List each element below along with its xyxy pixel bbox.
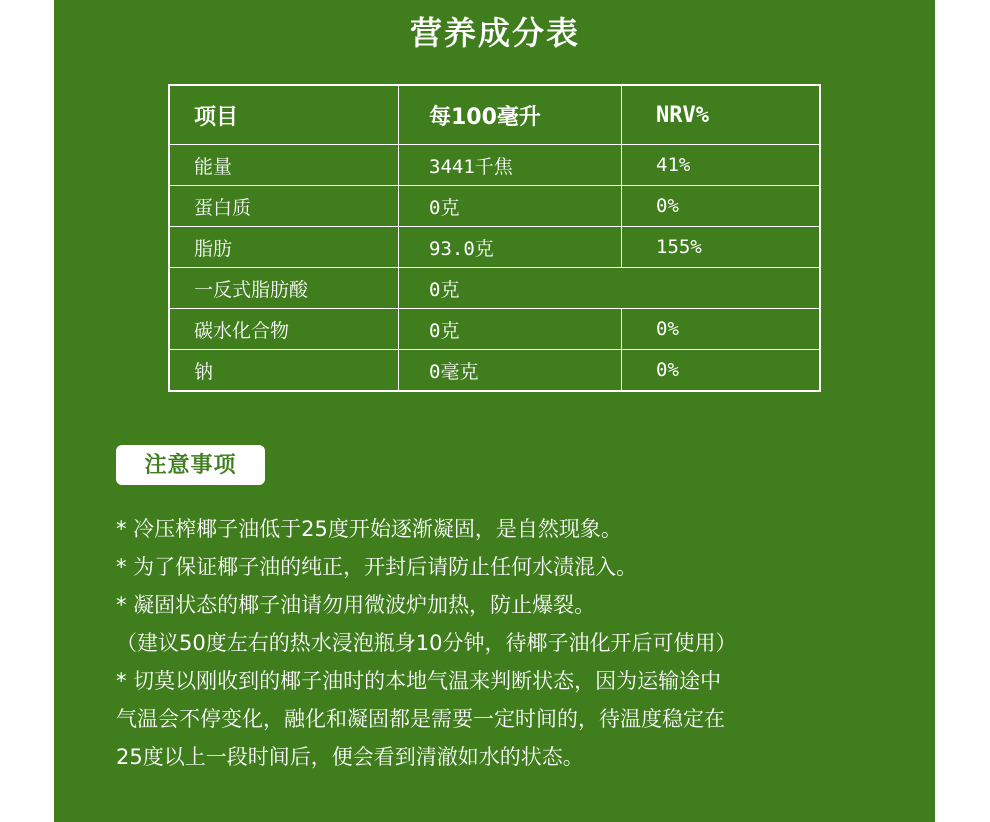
row-nrv: 0% [622,186,821,227]
page-title: 营养成分表 [409,14,580,52]
notice-line: 气温会不停变化，融化和凝固都是需要一定时间的，待温度稳定在 [116,707,725,731]
notice-line: * 切莫以刚收到的椰子油时的本地气温来判断状态，因为运输途中 [116,669,722,693]
notice-line: * 凝固状态的椰子油请勿用微波炉加热，防止爆裂。 [116,593,596,617]
notice-line: * 冷压榨椰子油低于25度开始逐渐凝固，是自然现象。 [116,517,622,541]
row-nrv: 0% [622,309,821,350]
row-nrv: 0% [622,350,821,392]
row-nrv: 155% [622,227,821,268]
table-header-row [169,85,820,145]
row-item: 能量 [169,145,399,186]
notice-line: * 为了保证椰子油的纯正，开封后请防止任何水渍混入。 [116,555,638,579]
nutrition-table [168,84,821,392]
notice-badge: 注意事项 [116,445,265,485]
row-item: 脂肪 [169,227,399,268]
table-row [169,145,820,186]
row-amount: 0克 [399,186,622,227]
header-item: 项目 [169,85,399,145]
row-amount: 0克 [399,268,821,309]
notice-line: 25度以上一段时间后，便会看到清澈如水的状态。 [116,745,584,769]
table-row [169,309,820,350]
row-amount: 93.0克 [399,227,622,268]
row-nrv: 41% [622,145,821,186]
header-nrv: NRV% [622,85,821,145]
header-amount: 每100毫升 [399,85,622,145]
notice-list [116,510,876,776]
table-row [169,350,820,392]
table-row [169,186,820,227]
row-amount: 3441千焦 [399,145,622,186]
notice-line: （建议50度左右的热水浸泡瓶身10分钟，待椰子油化开后可使用） [116,631,737,655]
table-row [169,227,820,268]
row-item: 蛋白质 [169,186,399,227]
row-amount: 0毫克 [399,350,622,392]
row-amount: 0克 [399,309,622,350]
table-row [169,268,820,309]
row-item: 钠 [169,350,399,392]
row-item: 碳水化合物 [169,309,399,350]
row-item: 一反式脂肪酸 [169,268,399,309]
